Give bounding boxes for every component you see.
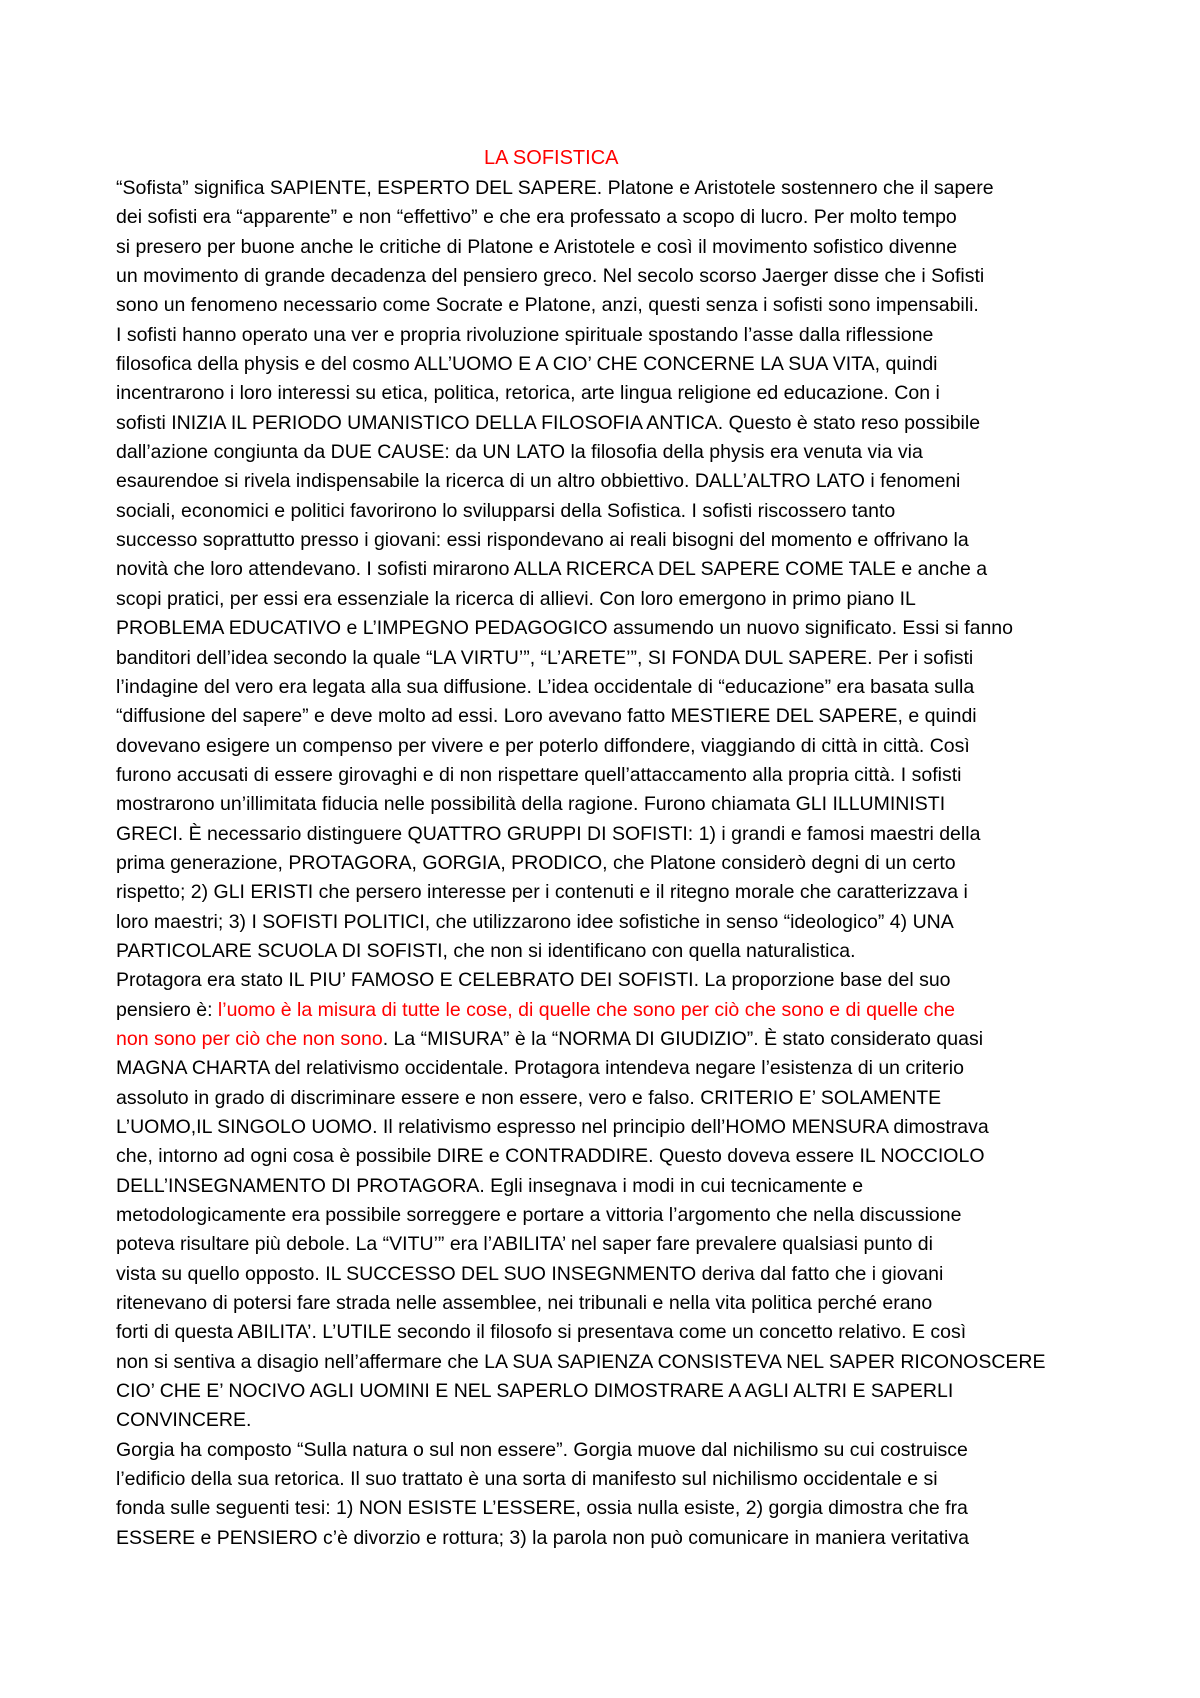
text-line: Protagora era stato IL PIU’ FAMOSO E CELEBRATO DEI SOFISTI. La proporzione base del suo <box>116 969 951 992</box>
text-line: metodologicamente era possibile sorreggere e portare a vittoria l’argomento che nella discussione <box>116 1204 962 1227</box>
text-line: vista su quello opposto. IL SUCCESSO DEL SUO INSEGNMENTO deriva dal fatto che i giovani <box>116 1262 944 1285</box>
text-line: sofisti INIZIA IL PERIODO UMANISTICO DELLA FILOSOFIA ANTICA. Questo è stato reso possibile <box>116 411 981 434</box>
text-line: non si sentiva a disagio nell’affermare che LA SUA SAPIENZA CONSISTEVA NEL SAPER RICONOSCERE <box>116 1350 1046 1373</box>
text-line: si presero per buone anche le critiche di Platone e Aristotele e così il movimento sofistico divenne <box>116 235 958 258</box>
document-body <box>116 174 1096 1553</box>
document-title: LA SOFISTICA <box>484 147 619 169</box>
text-line: fonda sulle seguenti tesi: 1) NON ESISTE L’ESSERE, ossia nulla esiste, 2) gorgia dimostra che fra <box>116 1497 968 1520</box>
text-line: rispetto; 2) GLI ERISTI che persero interesse per i contenuti e il ritegno morale che caratterizzava i <box>116 881 968 904</box>
text-line: successo soprattutto presso i giovani: essi rispondevano ai reali bisogni del momento e offrivano la <box>116 529 969 552</box>
text-line: GRECI. È necessario distinguere QUATTRO GRUPPI DI SOFISTI: 1) i grandi e famosi maestri della <box>116 822 981 845</box>
text-line: loro maestri; 3) I SOFISTI POLITICI, che utilizzarono idee sofistiche in senso “ideologico” 4) UNA <box>116 910 954 933</box>
text-line: “diffusione del sapere” e deve molto ad essi. Loro avevano fatto MESTIERE DEL SAPERE, e quindi <box>116 705 977 728</box>
text-line: MAGNA CHARTA del relativismo occidentale. Protagora intendeva negare l’esistenza di un criterio <box>116 1057 964 1080</box>
text-line: novità che loro attendevano. I sofisti mirarono ALLA RICERCA DEL SAPERE COME TALE e anche a <box>116 558 988 581</box>
text-line: prima generazione, PROTAGORA, GORGIA, PRODICO, che Platone considerò degni di un certo <box>116 851 956 874</box>
text-line: incentrarono i loro interessi su etica, politica, retorica, arte lingua religione ed educazione. Con i <box>116 382 940 405</box>
text-line: mostrarono un’illimitata fiducia nelle possibilità della ragione. Furono chiamata GLI ILLUMINISTI <box>116 793 946 816</box>
text-line: PARTICOLARE SCUOLA DI SOFISTI, che non si identificano con quella naturalistica. <box>116 939 856 962</box>
text-line: Gorgia ha composto “Sulla natura o sul non essere”. Gorgia muove dal nichilismo su cui costruisce <box>116 1438 968 1461</box>
text-line: banditori dell’idea secondo la quale “LA VIRTU’”, “L’ARETE’”, SI FONDA DUL SAPERE. Per i sofisti <box>116 646 974 669</box>
text-line: dei sofisti era “apparente” e non “effettivo” e che era professato a scopo di lucro. Per molto tempo <box>116 206 957 229</box>
text-line: dovevano esigere un compenso per vivere e per poterlo diffondere, viaggiando di città in città. Così <box>116 734 970 757</box>
text-line: dall’azione congiunta da DUE CAUSE: da UN LATO la filosofia della physis era venuta via via <box>116 441 923 464</box>
text-line: sono un fenomeno necessario come Socrate e Platone, anzi, questi senza i sofisti sono impensabili. <box>116 294 979 317</box>
text-line: filosofica della physis e del cosmo ALL’UOMO E A CIO’ CHE CONCERNE LA SUA VITA, quindi <box>116 353 938 376</box>
text-line: un movimento di grande decadenza del pensiero greco. Nel secolo scorso Jaerger disse che i Sofisti <box>116 265 985 288</box>
text-line: forti di questa ABILITA’. L’UTILE secondo il filosofo si presentava come un concetto relativo. E così <box>116 1321 967 1344</box>
text-line: l’edificio della sua retorica. Il suo trattato è una sorta di manifesto sul nichilismo occidentale e si <box>116 1468 938 1491</box>
text-line: l’indagine del vero era legata alla sua diffusione. L’idea occidentale di “educazione” era basata sulla <box>116 675 975 698</box>
text-line: CONVINCERE. <box>116 1409 252 1432</box>
protagoras-quote: l’uomo è la misura di tutte le cose, di quelle che sono per ciò che sono e di quelle che <box>217 998 956 1021</box>
text-line: DELL’INSEGNAMENTO DI PROTAGORA. Egli insegnava i modi in cui tecnicamente e <box>116 1174 864 1197</box>
text-line: furono accusati di essere girovaghi e di non rispettare quell’attaccamento alla propria città. I sofisti <box>116 763 962 786</box>
text-line: scopi pratici, per essi era essenziale la ricerca di allievi. Con loro emergono in primo piano IL <box>116 587 916 610</box>
text-line: esaurendoe si rivela indispensabile la ricerca di un altro obbiettivo. DALL’ALTRO LATO i fenomeni <box>116 470 961 493</box>
text-line: I sofisti hanno operato una ver e propria rivoluzione spirituale spostando l’asse dalla riflessione <box>116 323 934 346</box>
text-line: sociali, economici e politici favorirono lo svilupparsi della Sofistica. I sofisti riscossero tanto <box>116 499 896 522</box>
text-line: CIO’ CHE E’ NOCIVO AGLI UOMINI E NEL SAPERLO DIMOSTRARE A AGLI ALTRI E SAPERLI <box>116 1380 954 1403</box>
text-line: “Sofista” significa SAPIENTE, ESPERTO DEL SAPERE. Platone e Aristotele sostennero che il sapere <box>116 177 994 199</box>
text-line: assoluto in grado di discriminare essere e non essere, vero e falso. CRITERIO E’ SOLAMENTE <box>116 1086 942 1109</box>
text-line: poteva risultare più debole. La “VITU’” era l’ABILITA’ nel saper fare prevalere qualsiasi punto di <box>116 1233 933 1256</box>
text-line: che, intorno ad ogni cosa è possibile DIRE e CONTRADDIRE. Questo doveva essere IL NOCCIOLO <box>116 1145 985 1168</box>
text-segment: . La “MISURA” è la “NORMA DI GIUDIZIO”. È stato considerato quasi <box>382 1027 984 1050</box>
text-line: ritenevano di potersi fare strada nelle assemblee, nei tribunali e nella vita politica perché erano <box>116 1292 933 1315</box>
text-segment: pensiero è: <box>116 998 218 1021</box>
text-line-quote-end <box>116 1025 1096 1054</box>
text-line: ESSERE e PENSIERO c’è divorzio e rottura; 3) la parola non può comunicare in maniera veritativa <box>116 1526 969 1549</box>
text-line: L’UOMO,IL SINGOLO UOMO. Il relativismo espresso nel principio dell’HOMO MENSURA dimostrava <box>116 1116 989 1138</box>
text-line: PROBLEMA EDUCATIVO e L’IMPEGNO PEDAGOGICO assumendo un nuovo significato. Essi si fanno <box>116 617 1013 640</box>
protagoras-quote-end: non sono per ciò che non sono <box>116 1027 383 1050</box>
text-line-quote-start <box>116 996 1096 1025</box>
